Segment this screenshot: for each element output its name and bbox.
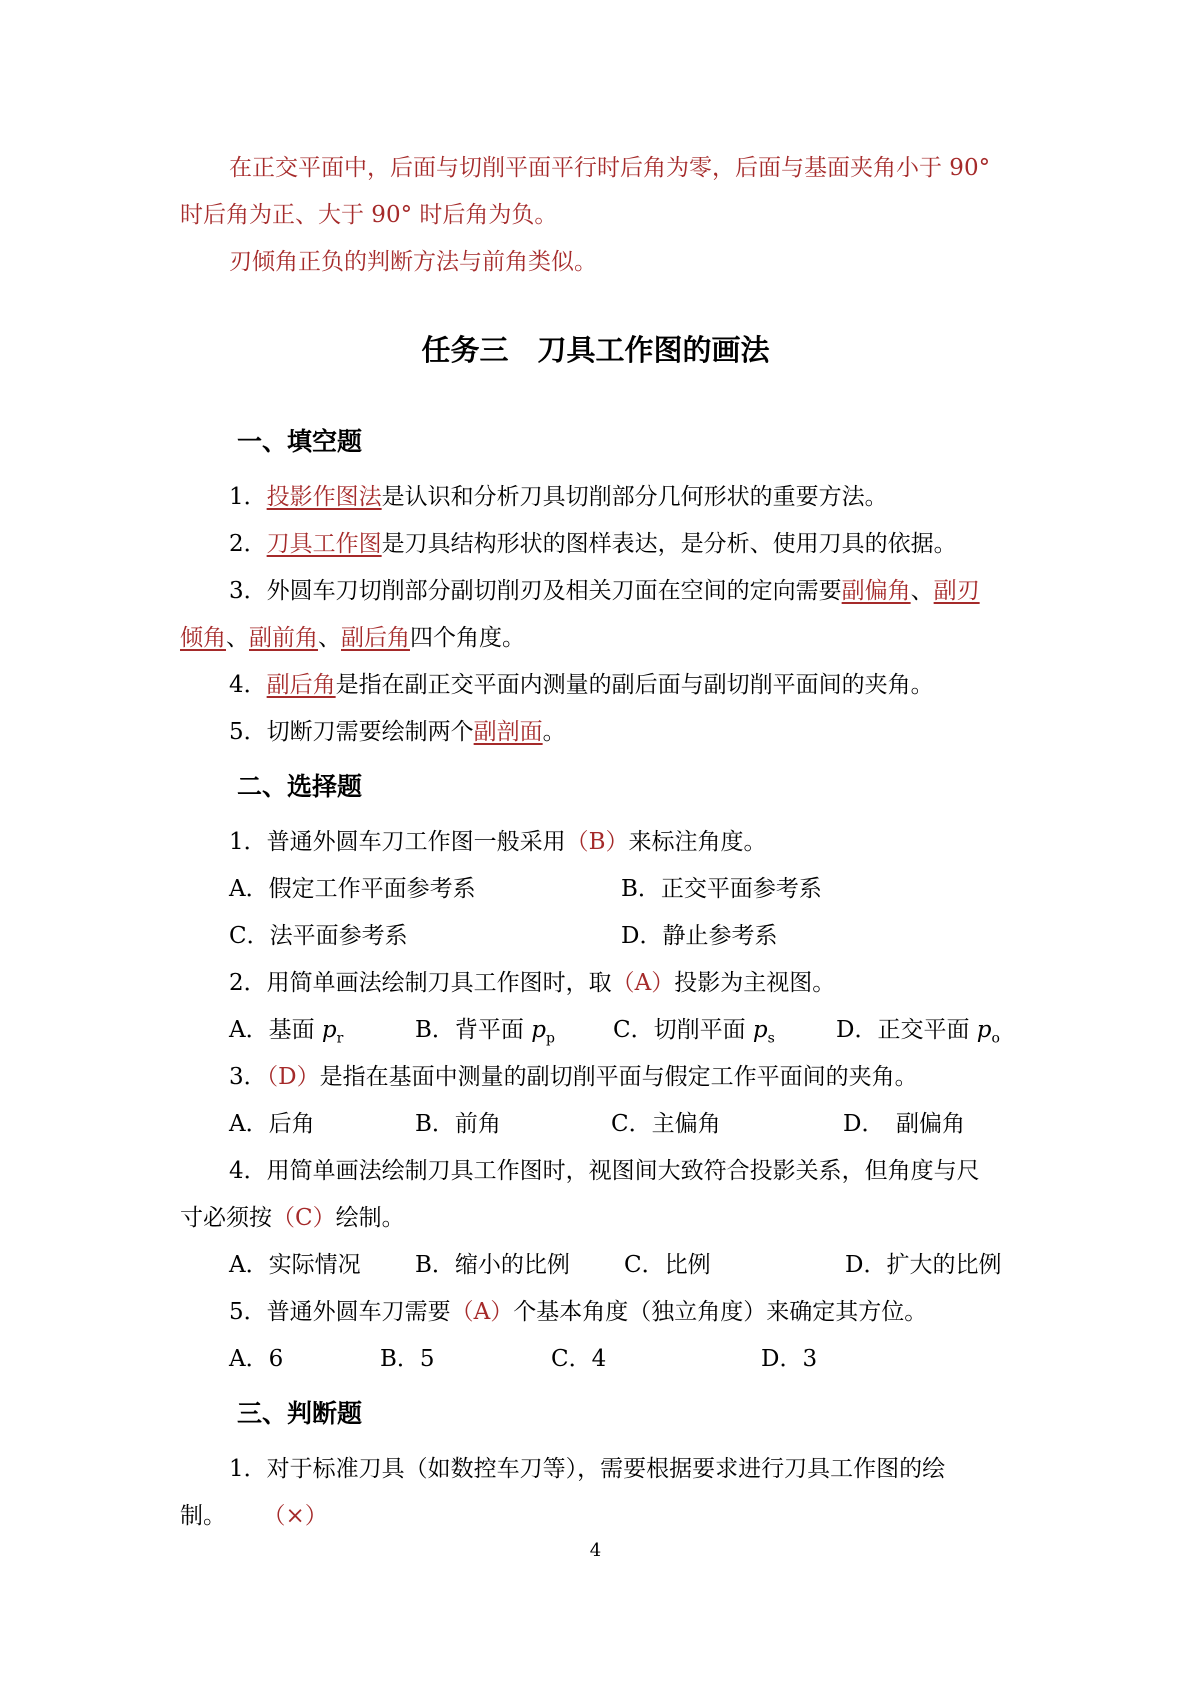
fill-question-5 xyxy=(229,717,566,747)
option-b: B．5 xyxy=(380,1346,435,1372)
question-number: 1． xyxy=(229,484,267,510)
answer: （D） xyxy=(266,1064,320,1090)
answer-blank: 倾角 xyxy=(180,625,226,651)
answer: （A） xyxy=(450,1299,514,1325)
question-text: 3． xyxy=(229,1064,267,1090)
option-label: D．正交平面 xyxy=(836,1017,977,1043)
fill-question-3 xyxy=(229,576,980,606)
option-c: C．4 xyxy=(551,1346,607,1372)
separator: 、 xyxy=(910,578,934,604)
option-b: B．正交平面参考系 xyxy=(621,876,822,902)
choice-question-5 xyxy=(229,1297,927,1327)
answer-blank: 副后角 xyxy=(266,672,336,698)
choice-question-2 xyxy=(229,968,835,998)
answer-blank: 刀具工作图 xyxy=(266,531,382,557)
option-d: D．扩大的比例 xyxy=(845,1252,1002,1278)
fill-question-3-cont xyxy=(180,623,525,653)
option-d: D．静止参考系 xyxy=(621,923,778,949)
option-c: C．比例 xyxy=(624,1252,711,1278)
answer-blank: 投影作图法 xyxy=(266,484,382,510)
option-d xyxy=(836,1015,1000,1054)
question-text: 个基本角度（独立角度）来确定其方位。 xyxy=(513,1299,928,1325)
question-number: 4． xyxy=(229,672,267,698)
question-text: 是指在基面中测量的副切削平面与假定工作平面间的夹角。 xyxy=(319,1064,918,1090)
option-a xyxy=(229,1015,343,1054)
option-b: B．前角 xyxy=(415,1111,501,1137)
option-c: C．主偏角 xyxy=(611,1111,721,1137)
subscript: o xyxy=(991,1030,1000,1047)
subscript: r xyxy=(336,1030,344,1047)
choice-question-4: 4．用简单画法绘制刀具工作图时，视图间大致符合投影关系，但角度与尺 xyxy=(229,1158,980,1184)
question-number: 5． xyxy=(229,719,267,745)
fill-question-4 xyxy=(229,670,934,700)
answer: （C） xyxy=(272,1205,336,1231)
symbol: p xyxy=(752,1017,768,1043)
judge-question-1-cont xyxy=(180,1501,328,1531)
page-title: 任务三 刀具工作图的画法 xyxy=(421,333,770,367)
option-label: C．切削平面 xyxy=(613,1017,753,1043)
question-text: 5．普通外圆车刀需要 xyxy=(229,1299,451,1325)
question-text: 1．普通外圆车刀工作图一般采用 xyxy=(229,829,566,855)
answer: （B） xyxy=(565,829,629,855)
question-text: 四个角度。 xyxy=(410,625,525,651)
question-text: 。 xyxy=(542,719,566,745)
subscript: p xyxy=(545,1030,555,1047)
choice-question-1 xyxy=(229,827,767,857)
fill-question-2 xyxy=(229,529,957,559)
page-number: 4 xyxy=(589,1540,602,1561)
question-text: 是指在副正交平面内测量的副后面与副切削平面间的夹角。 xyxy=(335,672,934,698)
option-label: B．背平面 xyxy=(415,1017,532,1043)
answer-blank: 副前角 xyxy=(249,625,318,651)
option-c xyxy=(613,1015,775,1054)
section-heading-choice: 二、选择题 xyxy=(237,772,363,801)
section-heading-fill-blank: 一、填空题 xyxy=(237,427,363,456)
question-text: 2．用简单画法绘制刀具工作图时，取 xyxy=(229,970,612,996)
separator: 、 xyxy=(226,625,249,651)
separator: 、 xyxy=(318,625,341,651)
answer-blank: 副偏角 xyxy=(841,578,911,604)
answer-blank: 副剖面 xyxy=(473,719,543,745)
fill-question-1 xyxy=(229,482,888,512)
section-heading-judgement: 三、判断题 xyxy=(237,1399,363,1428)
option-a: A．6 xyxy=(229,1346,284,1372)
question-text: 投影为主视图。 xyxy=(674,970,836,996)
option-d: D．3 xyxy=(761,1346,818,1372)
symbol: p xyxy=(531,1017,546,1043)
question-number: 3． xyxy=(229,578,267,604)
question-text: 寸必须按 xyxy=(180,1205,272,1231)
symbol: p xyxy=(321,1017,337,1043)
question-text: 切断刀需要绘制两个 xyxy=(266,719,474,745)
option-a: A．实际情况 xyxy=(229,1252,361,1278)
question-number: 2． xyxy=(229,531,267,557)
intro-line-3: 刃倾角正负的判断方法与前角类似。 xyxy=(229,249,597,275)
question-text: 绘制。 xyxy=(335,1205,405,1231)
symbol: p xyxy=(976,1017,992,1043)
choice-question-3 xyxy=(229,1062,918,1092)
choice-question-4-cont xyxy=(180,1203,405,1233)
option-a: A．后角 xyxy=(229,1111,315,1137)
option-d: D． 副偏角 xyxy=(843,1111,965,1137)
intro-line-1: 在正交平面中，后面与切削平面平行时后角为零，后面与基面夹角小于 90° xyxy=(229,155,991,181)
question-text: 是认识和分析刀具切削部分几何形状的重要方法。 xyxy=(381,484,888,510)
answer-blank: 副后角 xyxy=(341,625,410,651)
option-b xyxy=(415,1015,555,1054)
question-text: 制。 xyxy=(180,1503,226,1529)
answer-blank: 副刃 xyxy=(933,578,980,604)
answer: （×） xyxy=(274,1503,328,1529)
answer: （A） xyxy=(611,970,675,996)
judge-question-1: 1．对于标准刀具（如数控车刀等），需要根据要求进行刀具工作图的绘 xyxy=(229,1456,946,1482)
intro-line-2: 时后角为正、大于 90° 时后角为负。 xyxy=(180,202,558,228)
question-text: 外圆车刀切削部分副切削刃及相关刀面在空间的定向需要 xyxy=(266,578,842,604)
question-text: 是刀具结构形状的图样表达，是分析、使用刀具的依据。 xyxy=(381,531,957,557)
question-text: 来标注角度。 xyxy=(628,829,767,855)
subscript: s xyxy=(767,1030,775,1047)
option-c: C．法平面参考系 xyxy=(229,923,408,949)
option-label: A．基面 xyxy=(229,1017,322,1043)
option-b: B．缩小的比例 xyxy=(415,1252,570,1278)
option-a: A．假定工作平面参考系 xyxy=(229,876,476,902)
